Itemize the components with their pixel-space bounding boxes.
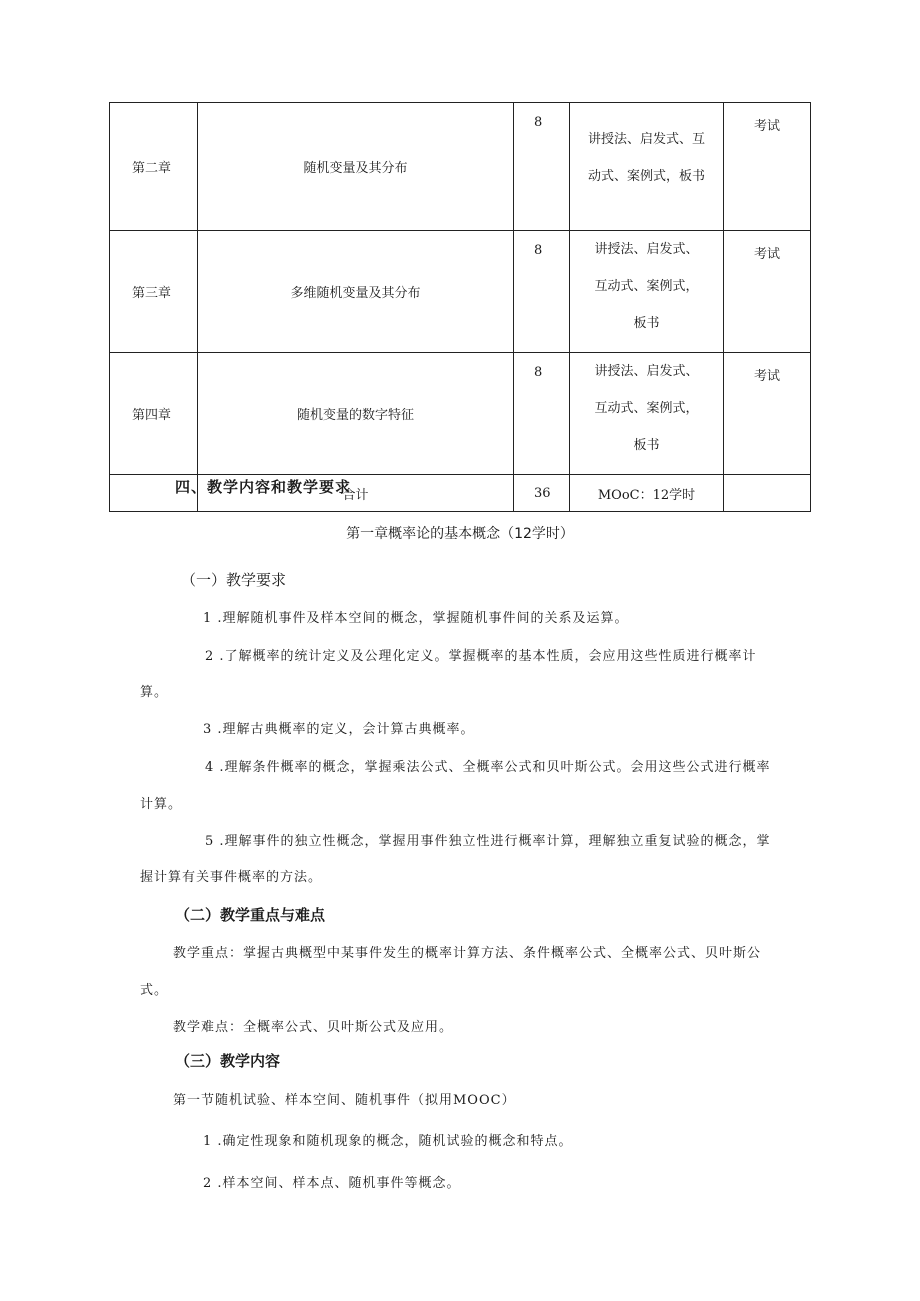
requirement-item: 3 .理解古典概率的定义，会计算古典概率。: [203, 722, 475, 737]
schedule-table: [109, 102, 811, 512]
difficult-points: 教学难点：全概率公式、贝叶斯公式及应用。: [173, 1020, 454, 1035]
method-line: 互动式、案例式，: [594, 401, 699, 416]
assessment-cell: 考试: [724, 353, 811, 475]
chapter-cell: 第三章: [110, 231, 198, 353]
chapter-heading: 第一章概率论的基本概念（12学时）: [346, 526, 574, 542]
content-item: 2 .样本空间、样本点、随机事件等概念。: [203, 1176, 461, 1191]
subsection-heading: （一）教学要求: [181, 571, 287, 589]
key-points-cont: 式。: [140, 983, 169, 998]
subsection-heading: （三）教学内容: [175, 1052, 281, 1070]
requirement-item-cont: 算。: [140, 685, 169, 700]
method-line: 讲授法、启发式、互: [587, 132, 705, 147]
method-line: 讲授法、启发式、: [594, 364, 699, 379]
table-row: [110, 103, 811, 231]
empty-cell: [724, 475, 811, 512]
method-cell: [570, 353, 724, 475]
method-line: 板书: [633, 438, 660, 453]
requirement-item: 2 .了解概率的统计定义及公理化定义。掌握概率的基本性质，会应用这些性质进行概率计: [205, 649, 757, 664]
chapter-cell: 第四章: [110, 353, 198, 475]
topic-cell: 随机变量的数字特征: [198, 353, 514, 475]
method-line: 互动式、案例式，: [594, 279, 699, 294]
method-cell: [570, 231, 724, 353]
method-line: 讲授法、启发式、: [594, 242, 699, 257]
requirement-item: 4 .理解条件概率的概念，掌握乘法公式、全概率公式和贝叶斯公式。会用这些公式进行概率: [205, 760, 771, 775]
table-row: [110, 231, 811, 353]
topic-cell: 多维随机变量及其分布: [198, 231, 514, 353]
content-item: 1 .确定性现象和随机现象的概念，随机试验的概念和特点。: [203, 1134, 573, 1149]
assessment-cell: 考试: [724, 103, 811, 231]
method-line: 动式、案例式，板书: [587, 169, 705, 184]
section-heading: 四、教学内容和教学要求: [175, 478, 352, 496]
key-points: 教学重点：掌握古典概型中某事件发生的概率计算方法、条件概率公式、全概率公式、贝叶斯公: [173, 946, 762, 961]
chapter-cell: 第二章: [110, 103, 198, 231]
hours-cell: 8: [514, 231, 570, 353]
requirement-item: 5 .理解事件的独立性概念，掌握用事件独立性进行概率计算，理解独立重复试验的概念，掌: [205, 834, 771, 849]
hours-cell: 8: [514, 353, 570, 475]
topic-cell: 随机变量及其分布: [198, 103, 514, 231]
requirement-item: 1 .理解随机事件及样本空间的概念，掌握随机事件间的关系及运算。: [203, 611, 629, 626]
assessment-cell: 考试: [724, 231, 811, 353]
total-label: 合计: [198, 475, 514, 512]
subsection-heading: （二）教学重点与难点: [175, 906, 326, 924]
total-note: MOoC：12学时: [570, 475, 724, 512]
hours-cell: 8: [514, 103, 570, 231]
requirement-item-cont: 计算。: [140, 797, 183, 812]
section-title: 第一节随机试验、样本空间、随机事件（拟用MOOC）: [173, 1093, 516, 1108]
method-cell: [570, 103, 724, 231]
total-hours: 36: [514, 475, 570, 512]
table-row: [110, 353, 811, 475]
requirement-item-cont: 握计算有关事件概率的方法。: [140, 870, 323, 885]
method-line: 板书: [633, 316, 660, 331]
